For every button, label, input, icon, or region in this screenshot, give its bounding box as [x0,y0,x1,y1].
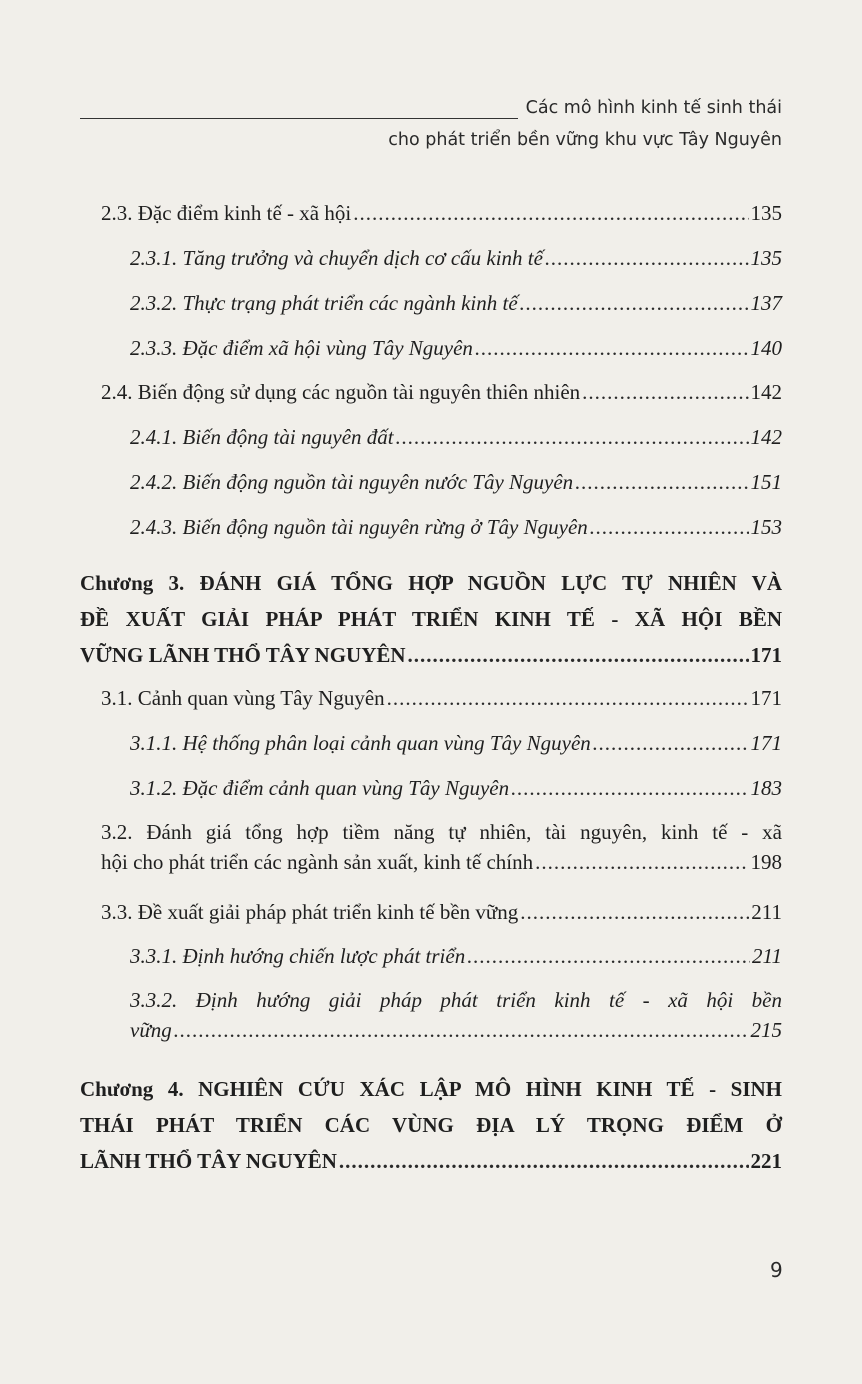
dot-leader [520,288,749,318]
toc-entry-title: 3.1. Cảnh quan vùng Tây Nguyên [101,686,385,710]
toc-entry-title: 3.1.2. Đặc điểm cảnh quan vùng Tây Nguyên [130,776,510,800]
toc-entry [130,243,782,273]
toc-entry-page: 221 [750,1149,782,1173]
dot-leader [535,847,748,877]
toc-entry-page: 140 [750,336,782,360]
toc-entry-page: 171 [750,643,782,667]
toc-entry-title: 2.3.2. Thực trạng phát triển các ngành kinh tế [130,291,518,315]
dot-leader [590,512,749,542]
toc-entry-page: 137 [750,291,782,315]
toc-entry [80,1146,782,1176]
toc-entry-page: 171 [750,686,782,710]
toc-entry-title-line-1: 3.3.2. Định hướng giải pháp phát triển kinh tế - xã hội bền [130,988,782,1012]
toc-entry-page: 198 [750,850,782,874]
page-number: 9 [770,1258,783,1282]
dot-leader [387,683,749,713]
toc-entry [130,512,782,542]
toc-entry-page: 211 [751,900,782,924]
toc-entry-title: 2.4.3. Biến động nguồn tài nguyên rừng ở Tây Nguyên [130,515,588,539]
toc-entry-page: 142 [750,380,782,404]
toc-entry-title-line-2: vững [130,1018,172,1042]
dot-leader [467,941,750,971]
dot-leader [475,333,749,363]
toc-entry [101,683,782,713]
dot-leader [396,422,749,452]
toc-entry-title: 2.4. Biến động sử dụng các nguồn tài nguyên thiên nhiên [101,380,581,404]
header-title-line-1: Các mô hình kinh tế sinh thái [525,98,782,118]
toc-entry-page: 171 [750,731,782,755]
header-rule [80,118,518,119]
toc-entry-page: 211 [752,944,782,968]
dot-leader [545,243,749,273]
chapter-title-line-1: Chương 4. NGHIÊN CỨU XÁC LẬP MÔ HÌNH KINH TẾ - SINH [80,1077,782,1101]
chapter-title-line-2: THÁI PHÁT TRIỂN CÁC VÙNG ĐỊA LÝ TRỌNG ĐIỂM Ở [80,1113,782,1137]
toc-entry [130,1015,782,1045]
toc-entry-title: 2.3.3. Đặc điểm xã hội vùng Tây Nguyên [130,336,473,360]
chapter-title-line-1: Chương 3. ĐÁNH GIÁ TỔNG HỢP NGUỒN LỰC TỰ NHIÊN VÀ [80,571,782,595]
chapter-title-line-2: ĐỀ XUẤT GIẢI PHÁP PHÁT TRIỂN KINH TẾ - XÃ HỘI BỀN [80,607,782,631]
toc-entry-title: 2.4.2. Biến động nguồn tài nguyên nước Tây Nguyên [130,470,574,494]
toc-entry [101,198,782,228]
toc-entry [130,288,782,318]
toc-entry [130,773,782,803]
dot-leader [582,377,748,407]
toc-entry [101,847,782,877]
toc-entry [101,897,782,927]
toc-entry-page: 183 [750,776,782,800]
toc-entry-title-line-2: hội cho phát triển các ngành sản xuất, kinh tế chính [101,850,534,874]
toc-entry [130,728,782,758]
toc-entry [130,333,782,363]
header-title-line-2: cho phát triển bền vững khu vực Tây Nguyên [388,130,782,150]
toc-entry-title: 3.1.1. Hệ thống phân loại cảnh quan vùng Tây Nguyên [130,731,591,755]
toc-entry [80,640,782,670]
toc-entry-title: 3.3. Đề xuất giải pháp phát triển kinh tế bền vững [101,900,519,924]
toc-entry-title: 2.3.1. Tăng trưởng và chuyển dịch cơ cấu kinh tế [130,246,543,270]
toc-entry-page: 135 [750,201,782,225]
dot-leader [511,773,748,803]
dot-leader [339,1146,749,1176]
toc-entry-page: 215 [750,1018,782,1042]
toc-entry-page: 153 [750,515,782,539]
dot-leader [174,1015,749,1045]
dot-leader [520,897,749,927]
toc-entry [130,941,782,971]
dot-leader [593,728,749,758]
dot-leader [408,640,749,670]
dot-leader [353,198,748,228]
toc-entry-title: 2.3. Đặc điểm kinh tế - xã hội [101,201,352,225]
dot-leader [575,467,748,497]
chapter-title-line-3: VỮNG LÃNH THỔ TÂY NGUYÊN [80,643,406,667]
toc-entry [101,377,782,407]
toc-entry-page: 151 [750,470,782,494]
toc-entry-page: 135 [750,246,782,270]
toc-entry [130,422,782,452]
chapter-title-line-3: LÃNH THỔ TÂY NGUYÊN [80,1149,337,1173]
toc-entry-title: 2.4.1. Biến động tài nguyên đất [130,425,394,449]
toc-entry [130,467,782,497]
toc-entry-page: 142 [750,425,782,449]
toc-entry-title: 3.3.1. Định hướng chiến lược phát triển [130,944,466,968]
toc-entry-title-line-1: 3.2. Đánh giá tổng hợp tiềm năng tự nhiên, tài nguyên, kinh tế - xã [101,820,782,844]
